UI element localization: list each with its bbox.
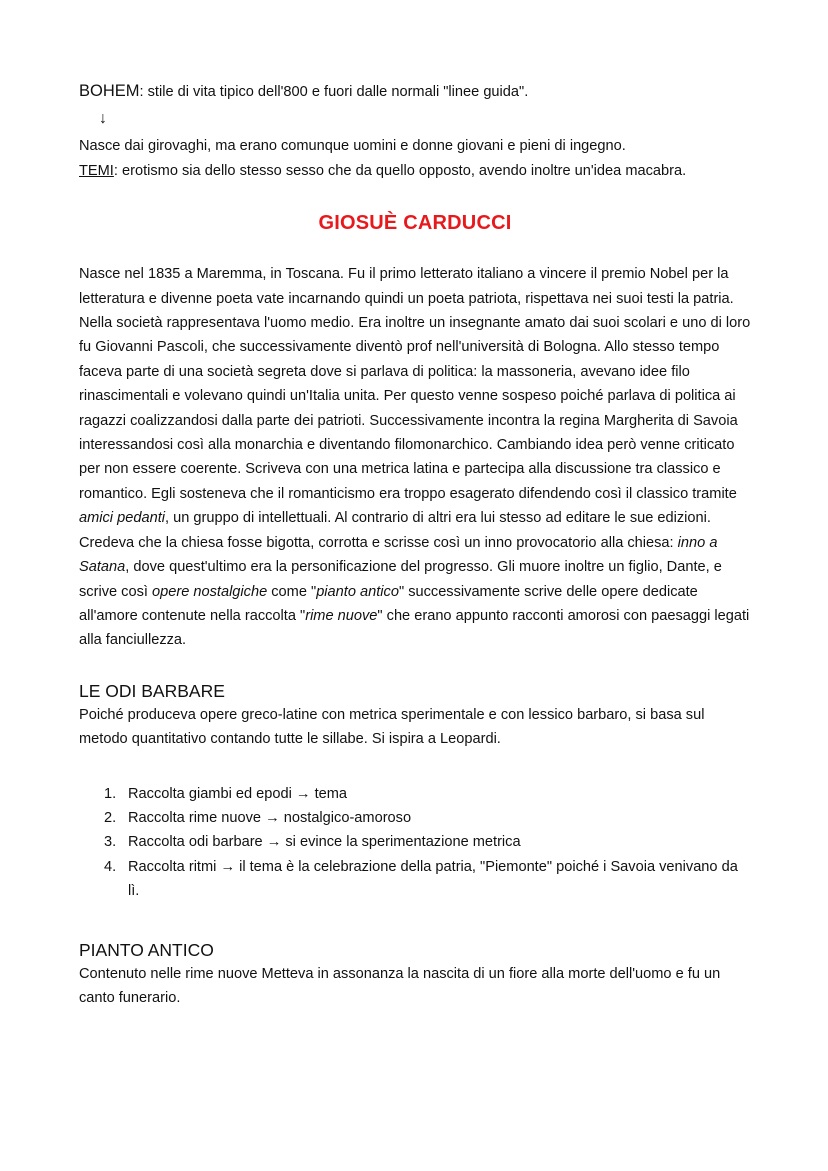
list-item — [104, 782, 751, 806]
bio-text-2: , un gruppo di intellettuali. Al contrario di altri era lui stesso ad editare le sue edizioni. Credeva che la chiesa fosse bigotta, corrotta e scrisse così un inno provocatorio alla chiesa: — [79, 510, 711, 551]
list-item — [104, 855, 751, 904]
section-heading-pianto-antico: PIANTO ANTICO — [79, 939, 214, 960]
bio-text-5: " successivamente scrive delle opere dedicate all'amore contenute nella raccolta " — [79, 583, 698, 624]
list-item-text: Raccolta giambi ed epodi → tema — [128, 785, 348, 802]
list-item — [104, 806, 751, 830]
list-item-text: Raccolta rime nuove → nostalgico-amoroso — [128, 809, 412, 826]
list-item-text: Raccolta odi barbare → si evince la sperimentazione metrica — [128, 834, 521, 851]
list-item-number: 1. — [104, 785, 117, 802]
bio-text-4: come " — [267, 583, 317, 600]
bio-text-3: , dove quest'ultimo era la personificazione del progresso. Gli muore inoltre un figlio, Dante, e scrive così — [79, 559, 722, 600]
section-heading-odi-barbare: LE ODI BARBARE — [79, 680, 225, 701]
bio-italic-rime-nuove: rime nuove — [305, 607, 378, 624]
bio-italic-opere-nostalgiche: opere nostalgiche — [151, 583, 268, 600]
bio-italic-pianto-antico: pianto antico — [316, 583, 399, 600]
list-item-number: 4. — [104, 858, 117, 875]
list-item-number: 2. — [104, 809, 117, 826]
bohem-origin: Nasce dai girovaghi, ma erano comunque uomini e donne giovani e pieni di ingegno. — [79, 138, 626, 155]
down-arrow-icon: ↓ — [99, 110, 107, 128]
bohem-definition — [79, 79, 751, 104]
page-title: GIOSUÈ CARDUCCI — [318, 212, 512, 235]
list-item-text: Raccolta ritmi → il tema è la celebrazione della patria, "Piemonte" poiché i Savoia venivano da lì. — [128, 858, 738, 900]
list-item-number: 3. — [104, 834, 117, 851]
odi-barbare-text: Poiché produceva opere greco-latine con metrica sperimentale e con lessico barbaro, si basa sul metodo quantitativo contando tutte le sillabe. Si ispira a Leopardi. — [79, 706, 705, 748]
bohem-definition-text: : stile di vita tipico dell'800 e fuori dalle normali "linee guida". — [139, 84, 529, 100]
bohem-term: BOHEM — [79, 82, 140, 100]
biography-paragraph — [79, 262, 751, 653]
list-item — [104, 830, 751, 854]
bio-italic-amici-pedanti: amici pedanti — [79, 510, 165, 527]
temi-line — [79, 159, 751, 183]
raccolte-list — [79, 782, 751, 904]
temi-text: : erotismo sia dello stesso sesso che da quello opposto, avendo inoltre un'idea macabra. — [113, 162, 687, 179]
bio-text-6: " che erano appunto racconti amorosi con paesaggi legati alla fanciullezza. — [79, 607, 750, 649]
bio-text-1: Nasce nel 1835 a Maremma, in Toscana. Fu il primo letterato italiano a vincere il premio Nobel per la letteratura e divenne poeta vate incarnando quindi un poeta patriota, rispettava nei suoi testi la patria. Nella società rappresentava l'uomo medio. Era inoltre un insegnante amato dai suoi scolari e uno di loro fu Giovanni Pascoli, che successivamente diventò prof nell'università di Bologna. Allo stesso tempo faceva parte di una società segreta dove si parlava di politica: la massoneria, avevano idee filo rinascimentali e volevano quindi un'Italia unita. Per questo venne sospeso poiché parlava di politica ai ragazzi coalizzandosi dalla parte dei patrioti. Successivamente incontra la regina Margherita di Savoia interessandosi così alla monarchia e diventando filomonarchico. Cambiando idea però venne criticato per non essere coerente. Scriveva con una metrica latina e partecipa alla discussione tra classico e romantico. Egli sosteneva che il romanticismo era troppo esagerato difendendo così il classico tramite — [79, 266, 751, 502]
temi-label: TEMI — [79, 162, 114, 179]
document-page — [79, 79, 751, 1010]
pianto-antico-text: Contenuto nelle rime nuove Metteva in assonanza la nascita di un fiore alla morte dell'uomo e fu un canto funerario. — [79, 965, 721, 1006]
bio-italic-inno-a-satana: inno a Satana — [79, 534, 718, 576]
